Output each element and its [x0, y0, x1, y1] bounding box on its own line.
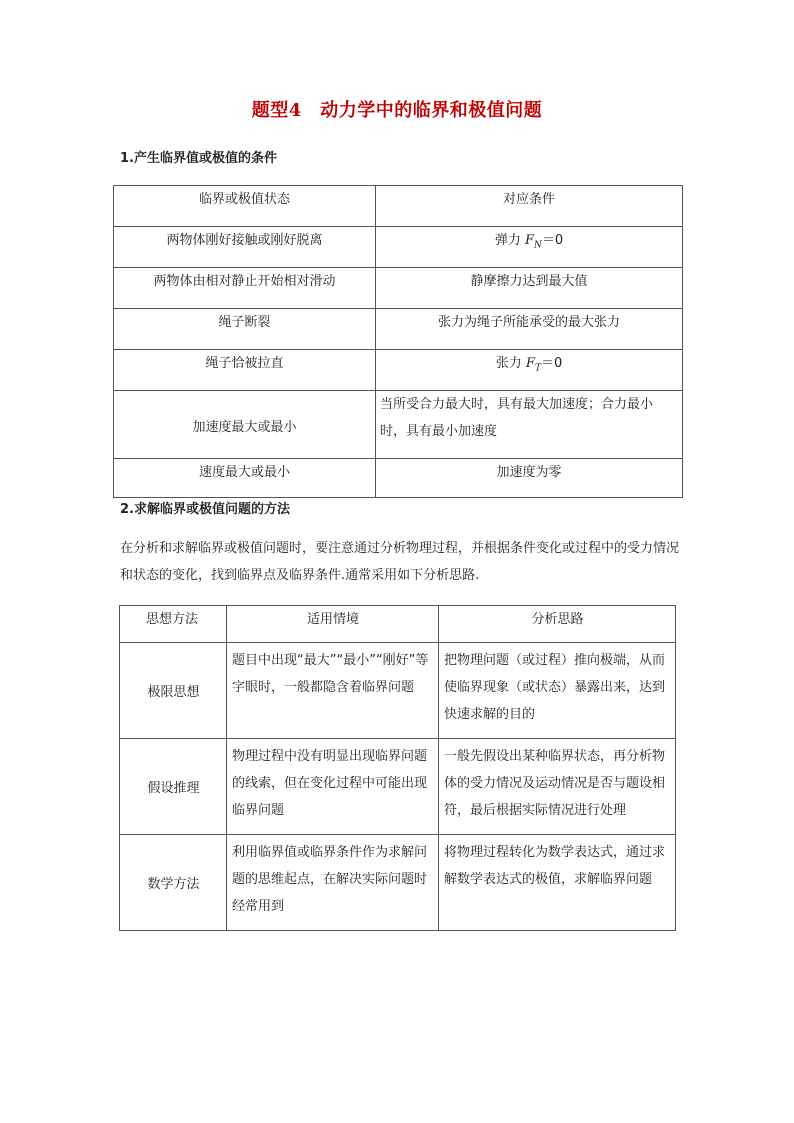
table-row	[114, 309, 683, 350]
state-cell: 绳子断裂	[114, 309, 376, 350]
state-cell: 两物体由相对静止开始相对滑动	[114, 268, 376, 309]
table-header-row	[114, 186, 683, 227]
table-header-cell: 思想方法	[120, 606, 227, 643]
condition-cell: 弹力 $F_N=0$	[376, 227, 683, 268]
page-title: 题型4 动力学中的临界和极值问题	[251, 100, 543, 121]
table-row	[114, 350, 683, 391]
table-header-cell: 对应条件	[376, 186, 683, 227]
table-row	[120, 739, 676, 835]
condition-cell: 加速度为零	[376, 459, 683, 498]
state-cell: 速度最大或最小	[114, 459, 376, 498]
methods-table	[119, 605, 676, 931]
approach-cell: 一般先假设出某种临界状态，再分析物体的受力情况及运动情况是否与题设相符，最后根据实际情况进行处理	[439, 739, 676, 835]
table-row	[114, 391, 683, 459]
conditions-table	[113, 185, 683, 498]
state-cell: 加速度最大或最小	[114, 391, 376, 459]
table-row	[114, 227, 683, 268]
state-cell: 绳子恰被拉直	[114, 350, 376, 391]
table-row	[114, 459, 683, 498]
table-row	[120, 643, 676, 739]
table-header-row	[120, 606, 676, 643]
section-heading-conditions: 1.产生临界值或极值的条件	[120, 151, 277, 166]
table-header-cell: 分析思路	[439, 606, 676, 643]
methods-paragraph: 在分析和求解临界或极值问题时，要注意通过分析物理过程，并根据条件变化或过程中的受力情况和状态的变化，找到临界点及临界条件.通常采用如下分析思路.	[120, 541, 680, 583]
condition-cell: 静摩擦力达到最大值	[376, 268, 683, 309]
scenario-cell: 利用临界值或临界条件作为求解问题的思维起点，在解决实际问题时经常用到	[227, 835, 439, 931]
scenario-cell: 题目中出现“最大”“最小”“刚好”等字眼时，一般都隐含着临界问题	[227, 643, 439, 739]
section-heading-methods: 2.求解临界或极值问题的方法	[120, 502, 290, 517]
table-header-cell: 临界或极值状态	[114, 186, 376, 227]
table-header-cell: 适用情境	[227, 606, 439, 643]
table-row	[114, 268, 683, 309]
method-cell: 假设推理	[120, 739, 227, 835]
condition-cell: 张力 $F_T=0$	[376, 350, 683, 391]
scenario-cell: 物理过程中没有明显出现临界问题的线索，但在变化过程中可能出现临界问题	[227, 739, 439, 835]
approach-cell: 将物理过程转化为数学表达式，通过求解数学表达式的极值，求解临界问题	[439, 835, 676, 931]
approach-cell: 把物理问题（或过程）推向极端，从而使临界现象（或状态）暴露出来，达到快速求解的目的	[439, 643, 676, 739]
condition-cell: 当所受合力最大时，具有最大加速度；合力最小时，具有最小加速度	[376, 391, 683, 459]
condition-cell: 张力为绳子所能承受的最大张力	[376, 309, 683, 350]
method-cell: 极限思想	[120, 643, 227, 739]
state-cell: 两物体刚好接触或刚好脱离	[114, 227, 376, 268]
table-row	[120, 835, 676, 931]
method-cell: 数学方法	[120, 835, 227, 931]
